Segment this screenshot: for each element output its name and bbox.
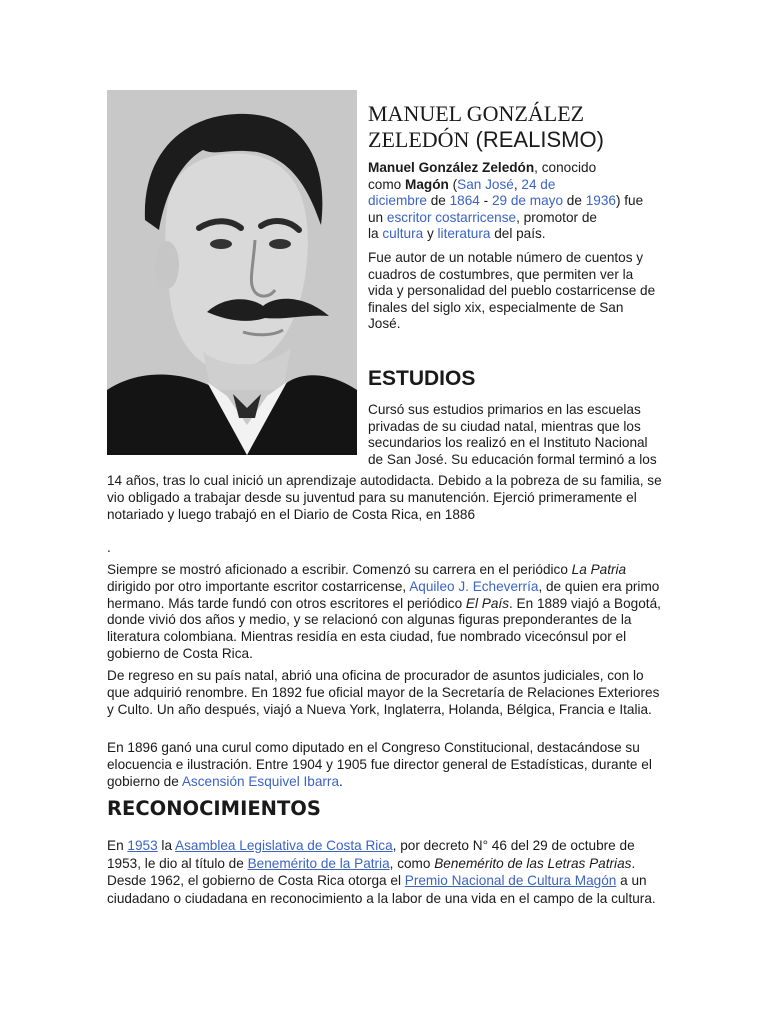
intro-text: -: [479, 193, 492, 209]
y1896-paragraph: [107, 740, 667, 790]
paragraph-text: En 1896 ganó una curul como diputado en el Congreso Constitucional, destacándose su elocuencia e ilustración. Entre 1904 y 1905 fue director general de Estadísticas, durante el gobierno de: [107, 740, 652, 789]
intro-text: y: [423, 226, 438, 242]
intro-alias: Magón: [405, 176, 449, 192]
page-title: [368, 101, 668, 153]
link-literatura[interactable]: literatura: [437, 226, 491, 242]
title-movement: (REALISMO): [475, 127, 604, 152]
link-escritor-costarricense[interactable]: escritor costarricense: [386, 209, 517, 225]
regreso-paragraph: De regreso en su país natal, abrió una oficina de procurador de asuntos judiciales, con lo que adquirió renombre. En 1892 fue oficial mayor de la Secretaría de Relaciones Exteriores y Culto. Un año después, viajó a Nueva York, Inglaterra, Holanda, Bélgica, Francia e Italia.: [107, 668, 660, 717]
estudios-paragraph-top: [368, 402, 664, 468]
intro-text: como: [368, 176, 406, 192]
link-24-de[interactable]: 24 de: [521, 176, 556, 192]
paragraph-text: , como: [389, 855, 435, 871]
siempre-paragraph: [107, 562, 667, 663]
intro-text: de: [563, 193, 586, 209]
paragraph-line: finales del siglo xix, especialmente de San: [368, 299, 624, 315]
section-heading-estudios: ESTUDIOS: [368, 367, 476, 390]
italic-la-patria: La Patria: [571, 562, 627, 577]
italic-benemerito-letras: Benemérito de las Letras Patrias: [434, 855, 632, 871]
intro-text: , conocido: [534, 160, 597, 175]
paragraph-text: la: [157, 838, 176, 853]
title-name-line1: MANUEL GONZÁLEZ: [368, 101, 585, 126]
link-asamblea-legislativa[interactable]: Asamblea Legislativa de Costa Rica: [175, 838, 393, 853]
paragraph-text: .: [339, 773, 343, 789]
paragraph-line: cuadros de costumbres, que permiten ver la: [368, 266, 634, 282]
author-paragraph: [368, 250, 664, 333]
italic-el-pais: El País: [465, 595, 509, 611]
link-diciembre[interactable]: diciembre: [368, 193, 427, 209]
portrait-photo: [107, 90, 357, 455]
paragraph-line: secundarios los realizó en el Instituto Nacional: [368, 435, 648, 451]
paragraph-text: . En 1889 viajó a Bogotá, donde vivió dos años y medio, y se relacionó con algunas figuras preponderantes de la literatura colombiana. Mientras residía en esta ciudad, fue nombrado vicecónsul por el gobierno de Costa Rica.: [107, 595, 661, 661]
link-1953[interactable]: 1953: [127, 838, 158, 853]
link-san-jose[interactable]: San José: [457, 176, 514, 192]
intro-text: ,: [513, 176, 522, 192]
link-premio-magon[interactable]: Premio Nacional de Cultura Magón: [404, 873, 617, 888]
intro-text: la: [368, 226, 383, 242]
link-benemerito-patria[interactable]: Benemérito de la Patria: [247, 855, 390, 871]
link-1864[interactable]: 1864: [449, 193, 480, 209]
link-29-de-mayo[interactable]: 29 de mayo: [491, 193, 564, 209]
paragraph-text: , por decreto N° 46 del 29 de octubre de 1953, le dio al título de: [107, 838, 635, 871]
paragraph-line: Fue autor de un notable número de cuentos y: [368, 250, 644, 265]
paragraph-line: José.: [368, 316, 401, 332]
paragraph-text: Siempre se mostró aficionado a escribir. Comenzó su carrera en el periódico: [107, 562, 572, 577]
paragraph-line: Cursó sus estudios primarios en las escuelas: [368, 402, 641, 417]
link-aquileo-echeverria[interactable]: Aquileo J. Echeverría: [409, 578, 539, 594]
intro-text: , promotor de: [516, 209, 597, 225]
link-ascension-esquivel[interactable]: Ascensión Esquivel Ibarra: [181, 773, 340, 789]
paragraph-text: . Desde 1962, el gobierno de Costa Rica otorga el: [107, 855, 636, 888]
intro-text: ) fue: [615, 193, 644, 209]
paragraph-text: dirigido por otro importante escritor costarricense,: [107, 578, 410, 594]
paragraph-line: privadas de su ciudad natal, mientras que los: [368, 418, 641, 434]
intro-text: de: [426, 193, 450, 209]
intro-name: Manuel González Zeledón: [368, 160, 535, 175]
paragraph-text: En: [107, 838, 128, 853]
link-1936[interactable]: 1936: [585, 193, 616, 209]
intro-text: un: [368, 209, 387, 225]
intro-text: del país.: [490, 226, 546, 242]
section-heading-reconocimientos: RECONOCIMIENTOS: [107, 797, 321, 820]
intro-paragraph: [368, 160, 664, 243]
intro-text: (: [448, 176, 458, 192]
separator-dot: .: [107, 540, 111, 555]
paragraph-line: vida y personalidad del pueblo costarricense de: [368, 283, 656, 299]
link-cultura[interactable]: cultura: [382, 226, 424, 242]
paragraph-text: a un ciudadano o ciudadana en reconocimiento a la labor de una vida en el campo de la cultura.: [107, 873, 656, 906]
reconocimientos-paragraph: [107, 837, 667, 907]
estudios-paragraph-rest: 14 años, tras lo cual inició un aprendizaje autodidacta. Debido a la pobreza de su familia, se vio obligado a trabajar desde su juventud para su manutención. Ejerció primeramente el notariado y luego trabajó en el Diario de Costa Rica, en 1886: [107, 473, 662, 522]
paragraph-line: de San José. Su educación formal terminó a los: [368, 451, 657, 467]
title-name-line2: ZELEDÓN: [368, 127, 470, 152]
paragraph-text: , de quien era primo hermano. Más tarde fundó con otros escritores el periódico: [107, 578, 660, 611]
